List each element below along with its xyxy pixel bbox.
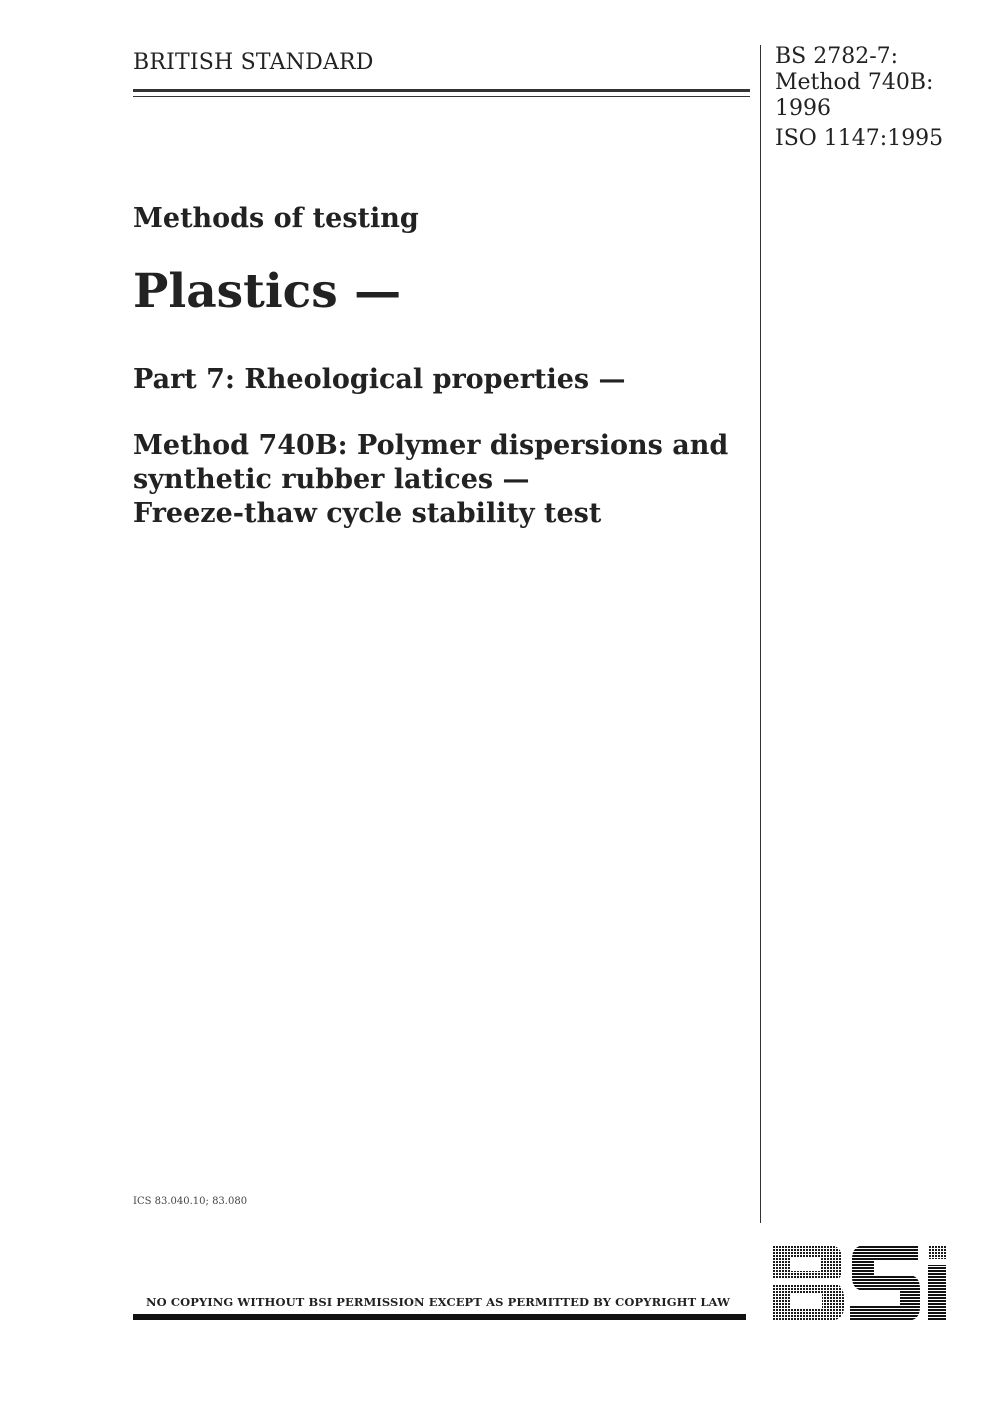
method-title-line: synthetic rubber latices — <box>133 464 530 495</box>
standard-number-line: Method 740B: <box>775 70 934 95</box>
iso-number: ISO 1147:1995 <box>775 126 944 151</box>
part-title: Part 7: Rheological properties — <box>133 364 626 395</box>
vertical-divider <box>760 45 761 1223</box>
footer-rule <box>133 1314 746 1320</box>
standard-number-line: BS 2782-7: <box>775 44 899 69</box>
standard-number <box>775 44 933 122</box>
method-title-line: Method 740B: Polymer dispersions and <box>133 430 729 461</box>
standard-number-line: 1996 <box>775 96 831 121</box>
header-rule-thick <box>133 89 750 92</box>
method-title <box>133 429 748 531</box>
copyright-notice: NO COPYING WITHOUT BSI PERMISSION EXCEPT AS PERMITTED BY COPYRIGHT LAW <box>146 1295 731 1309</box>
document-type-label: BRITISH STANDARD <box>133 50 374 75</box>
method-title-line: Freeze-thaw cycle stability test <box>133 498 602 529</box>
header-rule-thin <box>133 96 750 97</box>
series-title: Methods of testing <box>133 203 419 234</box>
ics-code: ICS 83.040.10; 83.080 <box>133 1196 248 1207</box>
bsi-logo-icon <box>770 1243 948 1327</box>
main-title: Plastics — <box>133 264 402 319</box>
